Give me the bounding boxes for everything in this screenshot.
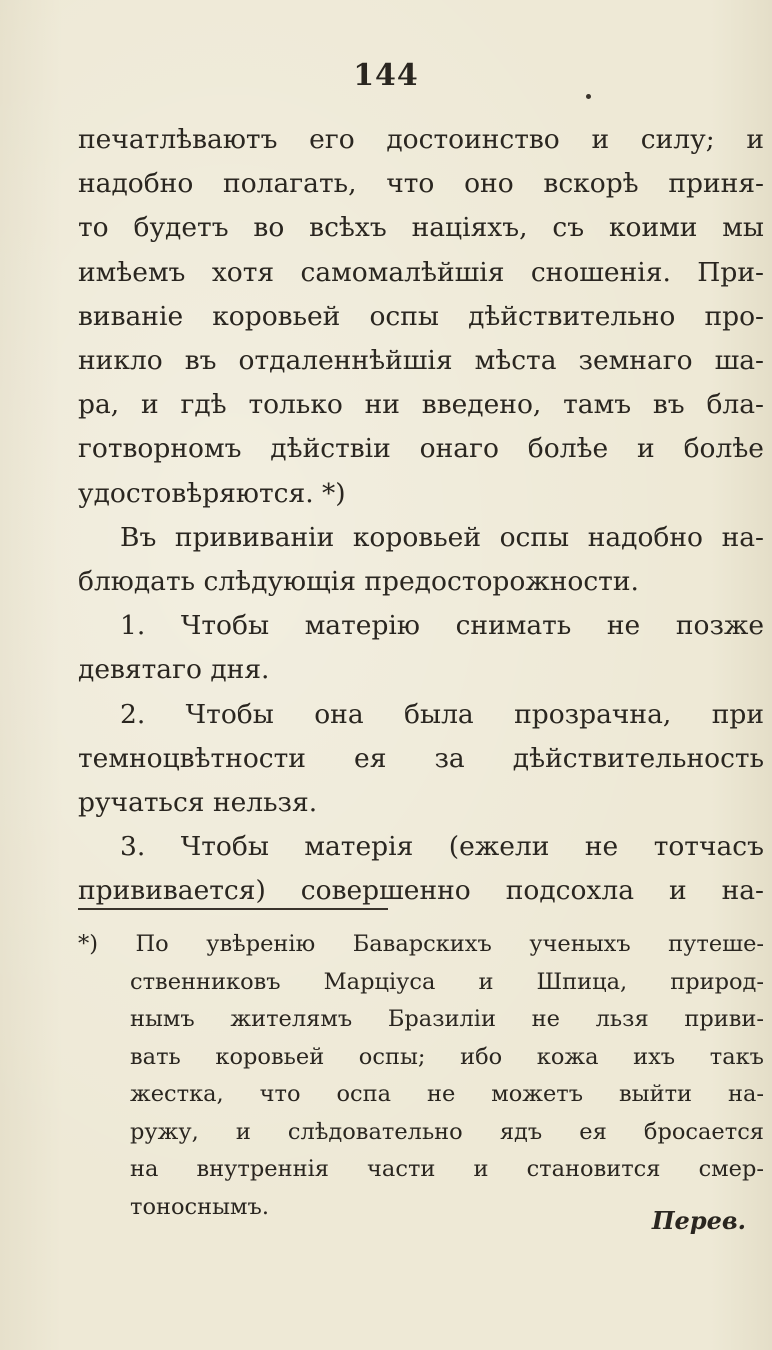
footnote-line: ственниковъ Марціуса и Шпица, природ- [130, 968, 764, 995]
ink-speck [586, 94, 591, 99]
text-line: Въ прививаніи коровьей оспы надобно на- [120, 521, 764, 553]
footnote-line: вать коровьей оспы; ибо кожа ихъ такъ [130, 1043, 764, 1070]
main-text [78, 118, 764, 914]
text-line: надобно полагать, что оно вскорѣ приня- [78, 168, 764, 200]
footnote-line: тоноснымъ. [130, 1193, 270, 1220]
footnote [78, 926, 764, 1226]
translator-signature: Перев. [651, 1206, 746, 1235]
text-line: никло въ отдаленнѣйшія мѣста земнаго ша- [78, 345, 764, 377]
footnote-line: нымъ жителямъ Бразиліи не льзя приви- [130, 1006, 764, 1032]
footnote-line: *) По увѣренію Баварскихъ ученыхъ путеше- [78, 931, 764, 957]
text-line: готворномъ дѣйствіи онаго болѣе и болѣе [78, 433, 764, 465]
text-line: виваніе коровьей оспы дѣйствительно про- [78, 300, 764, 332]
footnote-line: жестка, что оспа не можетъ выйти на- [130, 1081, 764, 1107]
text-line: то будетъ во всѣхъ націяхъ, съ коими мы [78, 212, 764, 244]
text-line: имѣемъ хотя самомалѣйшія сношенія. При- [78, 256, 764, 288]
text-line: 2. Чтобы она была прозрачна, при [120, 698, 764, 730]
footnote-line: ружу, и слѣдовательно ядъ ея бросается [130, 1118, 764, 1145]
text-line: 3. Чтобы матерія (ежели не тотчасъ [120, 831, 764, 863]
page-number: 144 [353, 58, 419, 93]
text-line: девятаго дня. [78, 654, 270, 686]
text-line: блюдать слѣдующія предосторожности. [78, 566, 639, 598]
footnote-divider [78, 908, 388, 910]
text-line: 1. Чтобы матерію снимать не позже [120, 610, 764, 642]
text-line: печатлѣваютъ его достоинство и силу; и [78, 124, 764, 155]
text-line: ра, и гдѣ только ни введено, тамъ въ бла- [78, 389, 764, 421]
text-line: ручаться нельзя. [78, 787, 318, 819]
text-line: удостовѣряются. *) [78, 477, 346, 509]
text-line: темноцвѣтности ея за дѣйствительность [78, 742, 764, 774]
footnote-line: на внутреннія части и становится смер- [130, 1156, 764, 1182]
text-line: прививается) совершенно подсохла и на- [78, 875, 764, 907]
